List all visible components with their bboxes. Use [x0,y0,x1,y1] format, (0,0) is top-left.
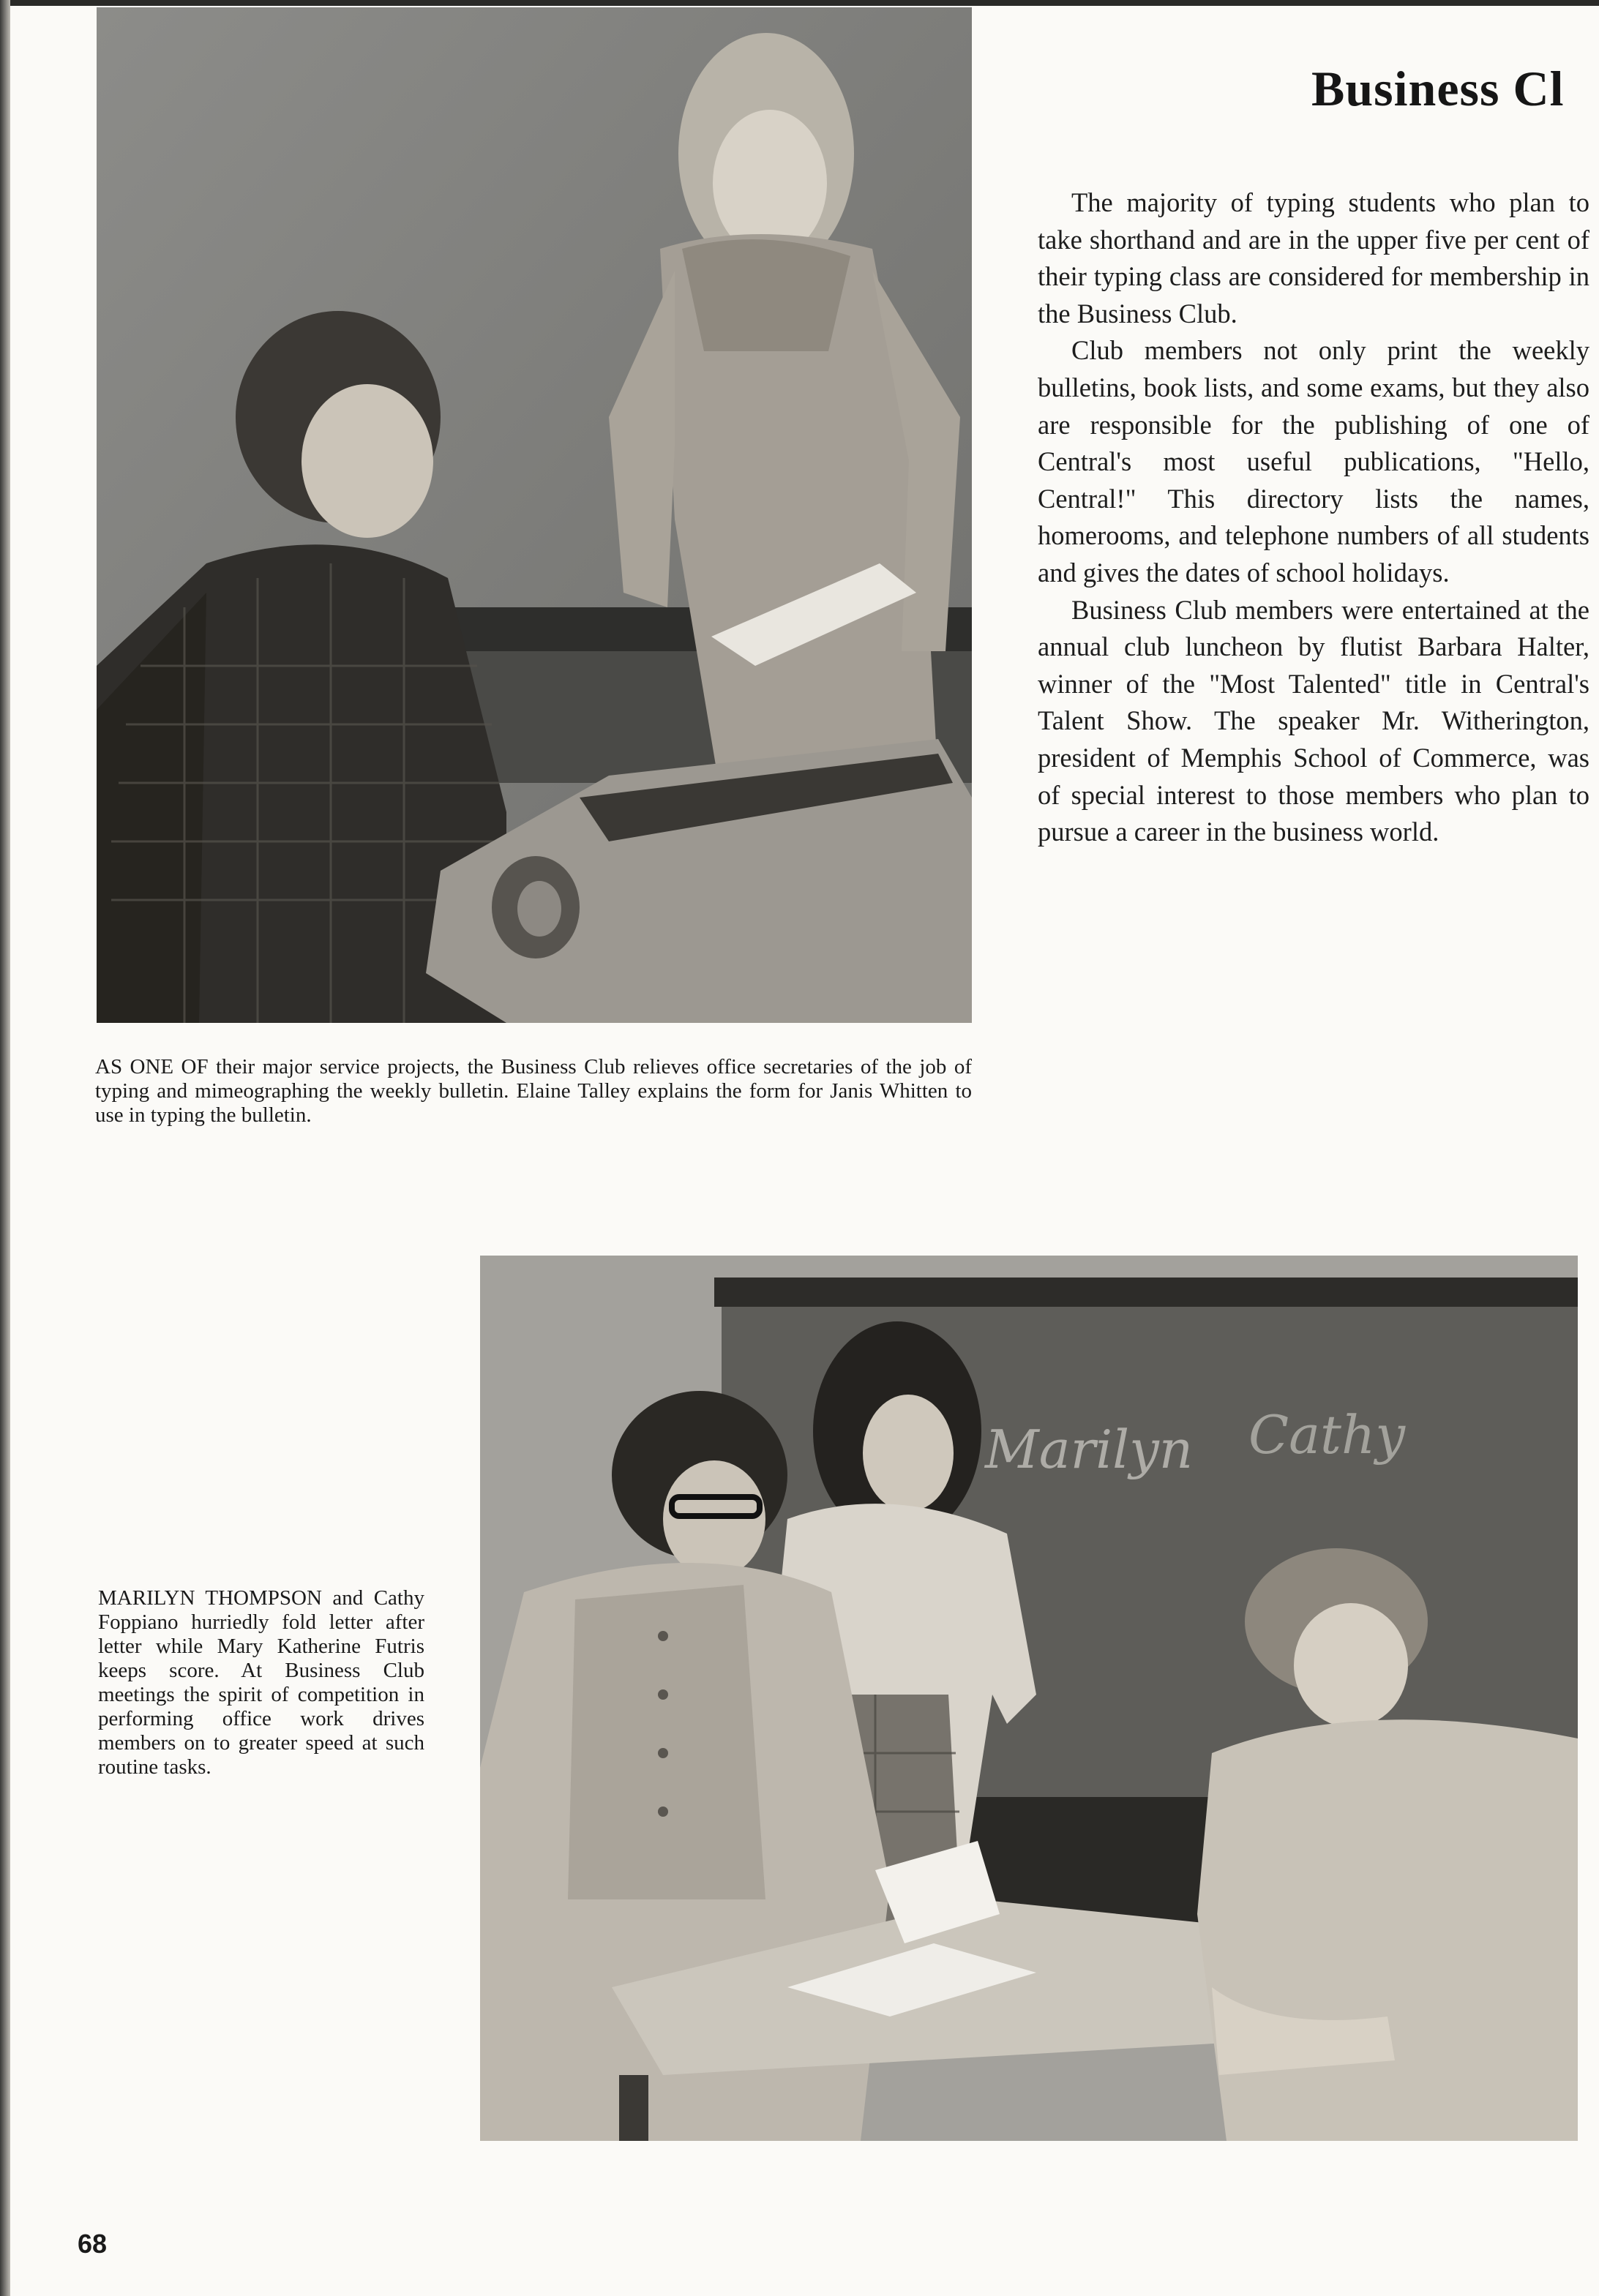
caption-lead: MARILYN THOMPSON [98,1586,322,1610]
caption-text: and Cathy Foppiano hurriedly fold letter after letter while Mary Katherine Futris keeps score. At Business Club meetings the spirit of competition in performing office work drives members on to greater speed at such routine tasks. [98,1586,424,1779]
page-title: Business Cl [1311,61,1565,116]
page-number: 68 [78,2229,108,2259]
caption-text: their major service projects, the Business Club relieves office secretaries of the job of typing and mimeographing the weekly bulletin. Elaine Talley explains the form for Janis Whitten to use in typing the bulletin. [95,1055,972,1127]
article-paragraph: Business Club members were entertained at the annual club luncheon by flutist Barbara Halter, winner of the "Most Talented" title in Central's Talent Show. The speaker Mr. Witherington, president of Memphis School of Commerce, was of special interest to those members who plan to pursue a career in the business world. [1038,594,1589,847]
blackboard-name-marilyn: Marilyn [985,1419,1194,1480]
blackboard-name-cathy: Cathy [1248,1404,1405,1466]
typing-photo-caption [95,1055,972,1128]
page-binding-edge [0,0,10,2296]
article-paragraph: The majority of typing students who plan to take shorthand and are in the upper five per cent of their typing class are considered for membership in the Business Club. [1038,187,1589,329]
blackboard-photo [480,1256,1578,2141]
page-top-edge [0,0,1599,6]
article-paragraph: Club members not only print the weekly bulletins, book lists, and some exams, but they also are responsible for the publishing of one of Central's most useful publications, "Hello, Central!" This directory lists the names, homerooms, and telephone numbers of all students and gives the dates of school holidays. [1038,335,1589,588]
caption-lead: AS ONE OF [95,1055,209,1078]
article-body [1038,184,1589,851]
blackboard-photo-caption [98,1586,424,1779]
typing-photo [97,7,972,1023]
